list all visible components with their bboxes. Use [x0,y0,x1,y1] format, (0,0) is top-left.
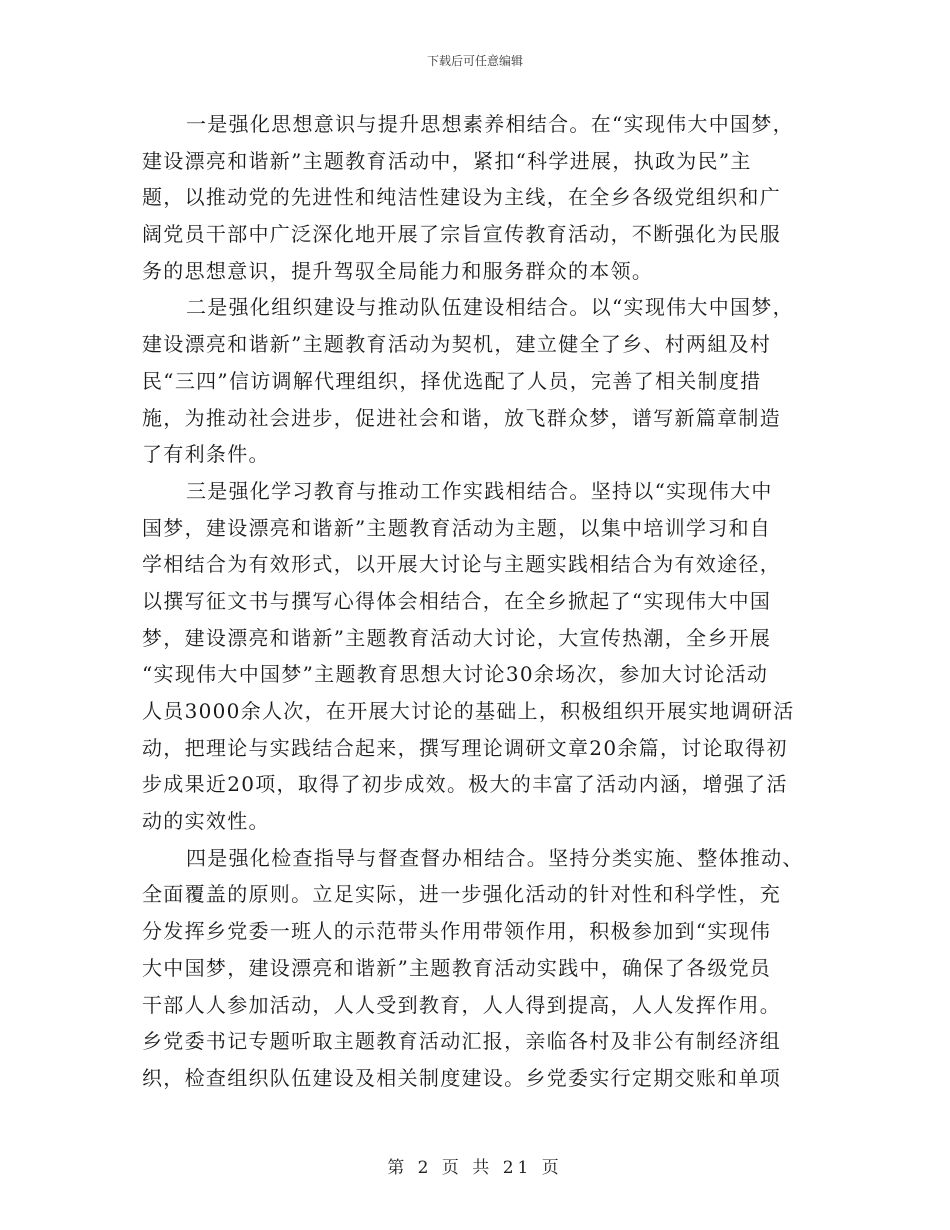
text-line: 分发挥乡党委一班人的示范带头作用带领作用，积极参加到“实现伟 [142,919,772,944]
text-line: 建设漂亮和谐新”主题教育活动中，紧扣“科学进展，执政为民”主 [142,148,752,173]
paragraph-1 [142,106,810,289]
text-line: 国梦，建设漂亮和谐新”主题教育活动为主题，以集中培训学习和自 [142,515,772,540]
paragraph-2 [142,289,810,472]
text-line: 了有利条件。 [142,442,270,467]
text-line: 阔党员干部中广泛深化地开展了宗旨宣传教育活动，不断强化为民服 [142,222,781,247]
text-line: 动的实效性。 [142,809,270,834]
text-line: 四是强化检查指导与督查督办相结合。坚持分类实施、整体推动、 [186,845,804,870]
document-body [142,106,810,1097]
text-line: 二是强化组织建设与推动队伍建设相结合。以“实现伟大中国梦， [186,295,794,320]
text-line: 三是强化学习教育与推动工作实践相结合。坚持以“实现伟大中 [186,478,773,503]
paragraph-3 [142,473,810,840]
text-line: 织，检查组织队伍建设及相关制度建设。乡党委实行定期交账和单项 [142,1065,781,1090]
paragraph-4 [142,840,810,1097]
text-line: 施，为推动社会进步，促进社会和谐，放飞群众梦，谱写新篇章制造 [142,405,781,430]
text-line: 大中国梦，建设漂亮和谐新”主题教育活动实践中，确保了各级党员 [142,955,772,980]
text-line: 民“三四”信访调解代理组织，择优选配了人员，完善了相关制度措 [142,368,762,393]
text-line: 梦，建设漂亮和谐新”主题教育活动大讨论，大宣传热潮，全乡开展 [142,625,772,650]
text-line: 步成果近20项，取得了初步成效。极大的丰富了活动内涵，增强了活 [142,772,788,797]
text-line: 以撰写征文书与撰写心得体会相结合，在全乡掀起了“实现伟大中国 [142,588,772,613]
page-header: 下载后可任意编辑 [426,54,523,68]
text-line: 一是强化思想意识与提升思想素养相结合。在“实现伟大中国梦， [186,112,794,136]
text-line: 干部人人参加活动，人人受到教育，人人得到提高，人人发挥作用。 [142,992,781,1017]
text-line: 人员3000余人次，在开展大讨论的基础上，积极组织开展实地调研活 [142,699,795,723]
text-line: 全面覆盖的原则。立足实际，进一步强化活动的针对性和科学性，充 [142,882,781,907]
text-line: “实现伟大中国梦”主题教育思想大讨论30余场次，参加大讨论活动 [142,662,769,687]
text-line: 题，以推动党的先进性和纯洁性建设为主线，在全乡各级党组织和广 [142,185,781,210]
text-line: 务的思想意识，提升驾驭全局能力和服务群众的本领。 [142,258,654,283]
text-line: 建设漂亮和谐新”主题教育活动为契机，建立健全了乡、村两組及村 [142,332,772,357]
text-line: 乡党委书记专题听取主题教育活动汇报，亲临各村及非公有制经济组 [142,1029,781,1054]
text-line: 动，把理论与实践结合起来，撰写理论调研文章20余篇，讨论取得初 [142,735,788,760]
page-number-footer: 第 2 页 共 21 页 [387,1158,563,1178]
text-line: 学相结合为有效形式，以开展大讨论与主题实践相结合为有效途径， [142,552,781,577]
